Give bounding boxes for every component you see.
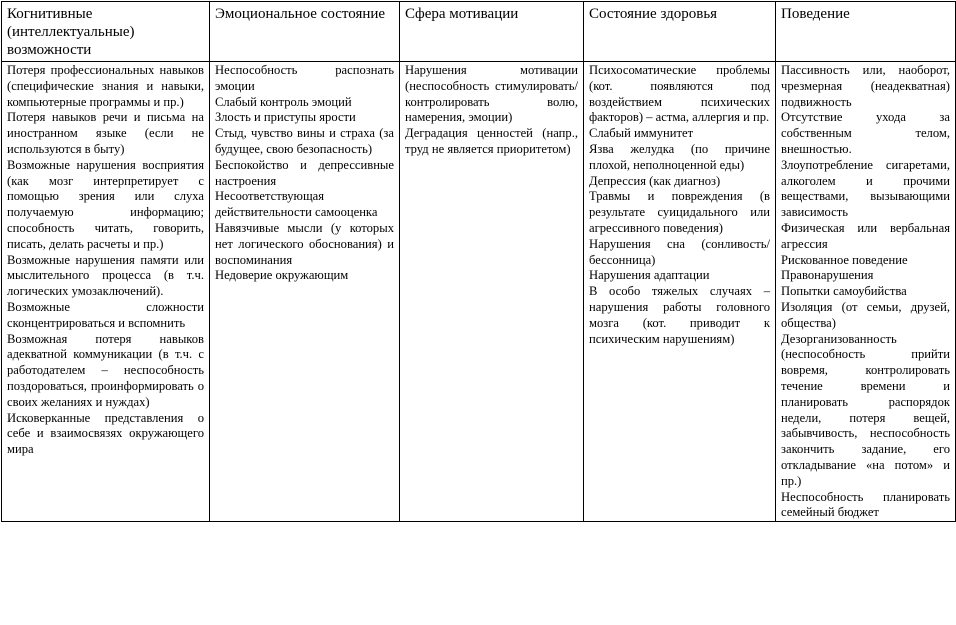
list-item: Недоверие окружающим: [215, 268, 349, 283]
cell-behavior: [776, 62, 956, 522]
list-item: Возможная потеря навыков адекватной коммуникации (в т.ч. с работодателем – неспособность поздороваться, проинформировать о своих желаниях и нуждах): [7, 331, 204, 409]
cell-motivation: [400, 62, 584, 522]
cell-cognitive: [2, 62, 210, 522]
list-item: Возможные нарушения памяти или мыслительного процесса (в т.ч. логических умозаключений).: [7, 252, 204, 299]
header-motivation: Сфера мотивации: [400, 2, 584, 62]
header-cognitive: Когнитивные (интеллектуальные) возможности: [2, 2, 210, 62]
list-item: Несоответствующая действительности самооценка: [215, 189, 378, 220]
list-item: Слабый иммунитет: [589, 126, 694, 141]
header-behavior: Поведение: [776, 2, 956, 62]
list-item: Отсутствие ухода за собственным телом, внешностью.: [781, 110, 950, 156]
list-item: Нарушения адаптации: [589, 268, 710, 283]
list-item: Рискованное поведение: [781, 252, 908, 267]
list-item: Злость и приступы ярости: [215, 110, 356, 125]
list-item: Потеря навыков речи и письма на иностранном языке (если не используются в быту): [7, 110, 204, 156]
table-row: [2, 62, 956, 522]
list-item: Психосоматические проблемы (кот. появляются под воздействием психических факторов) – астма, аллергия и пр.: [589, 63, 770, 125]
header-emotional: Эмоциональное состояние: [210, 2, 400, 62]
header-row: [2, 2, 956, 62]
list-item: Депрессия (как диагноз): [589, 173, 721, 188]
list-item: Правонарушения: [781, 268, 874, 283]
list-item: Язва желудка (по причине плохой, неполноценной еды): [589, 141, 770, 172]
list-item: Потеря профессиональных навыков (специфические знания и навыки, компьютерные программы и пр.): [7, 63, 204, 109]
list-item: Попытки самоубийства: [781, 284, 907, 299]
list-item: Травмы и повреждения (в результате суицидального или агрессивного поведения): [589, 189, 770, 235]
list-item: Физическая или вербальная агрессия: [781, 220, 950, 251]
list-item: Беспокойство и депрессивные настроения: [215, 157, 394, 188]
list-item: Злоупотребление сигаретами, алкоголем и прочими веществами, вызывающими зависимость: [781, 157, 950, 220]
list-item: Неспособность распознать эмоции: [215, 63, 394, 93]
list-item: Навязчивые мысли (у которых нет логического обоснования) и воспоминания: [215, 220, 394, 267]
consequences-table: [1, 1, 956, 522]
header-health: Состояние здоровья: [584, 2, 776, 62]
list-item: В особо тяжелых случаях – нарушения работы головного мозга (кот. приводит к психическим нарушениям): [589, 284, 770, 346]
list-item: Нарушения сна (сонливость/бессонница): [589, 236, 770, 267]
list-item: Деградация ценностей (напр., труд не является приоритетом): [405, 126, 578, 156]
list-item: Нарушения мотивации (неспособность стимулировать/контролировать волю, намерения, эмоции): [405, 63, 578, 125]
list-item: Пассивность или, наоборот, чрезмерная (неадекватная) подвижность: [781, 63, 950, 109]
list-item: Изоляция (от семьи, друзей, общества): [781, 299, 950, 330]
list-item: Неспособность планировать семейный бюджет: [781, 489, 950, 520]
list-item: Исковерканные представления о себе и взаимосвязях окружающего мира: [7, 410, 204, 457]
list-item: Возможные сложности сконцентрироваться и вспомнить: [7, 299, 204, 330]
list-item: Возможные нарушения восприятия (как мозг интерпретирует с помощью зрения или слуха получаемую информацию; способность читать, говорить, писать, делать расчеты и пр.): [7, 157, 204, 251]
cell-emotional: [210, 62, 400, 522]
list-item: Стыд, чувство вины и страха (за будущее, свою безопасность): [215, 126, 394, 156]
cell-health: [584, 62, 776, 522]
list-item: Слабый контроль эмоций: [215, 94, 352, 109]
list-item: Дезорганизованность (неспособность прийти вовремя, контролировать течение времени и планировать распорядок недели, потеря вещей, забывчивость, неспособность закончить задание, его откладывание «на потом» и пр.): [781, 331, 950, 488]
